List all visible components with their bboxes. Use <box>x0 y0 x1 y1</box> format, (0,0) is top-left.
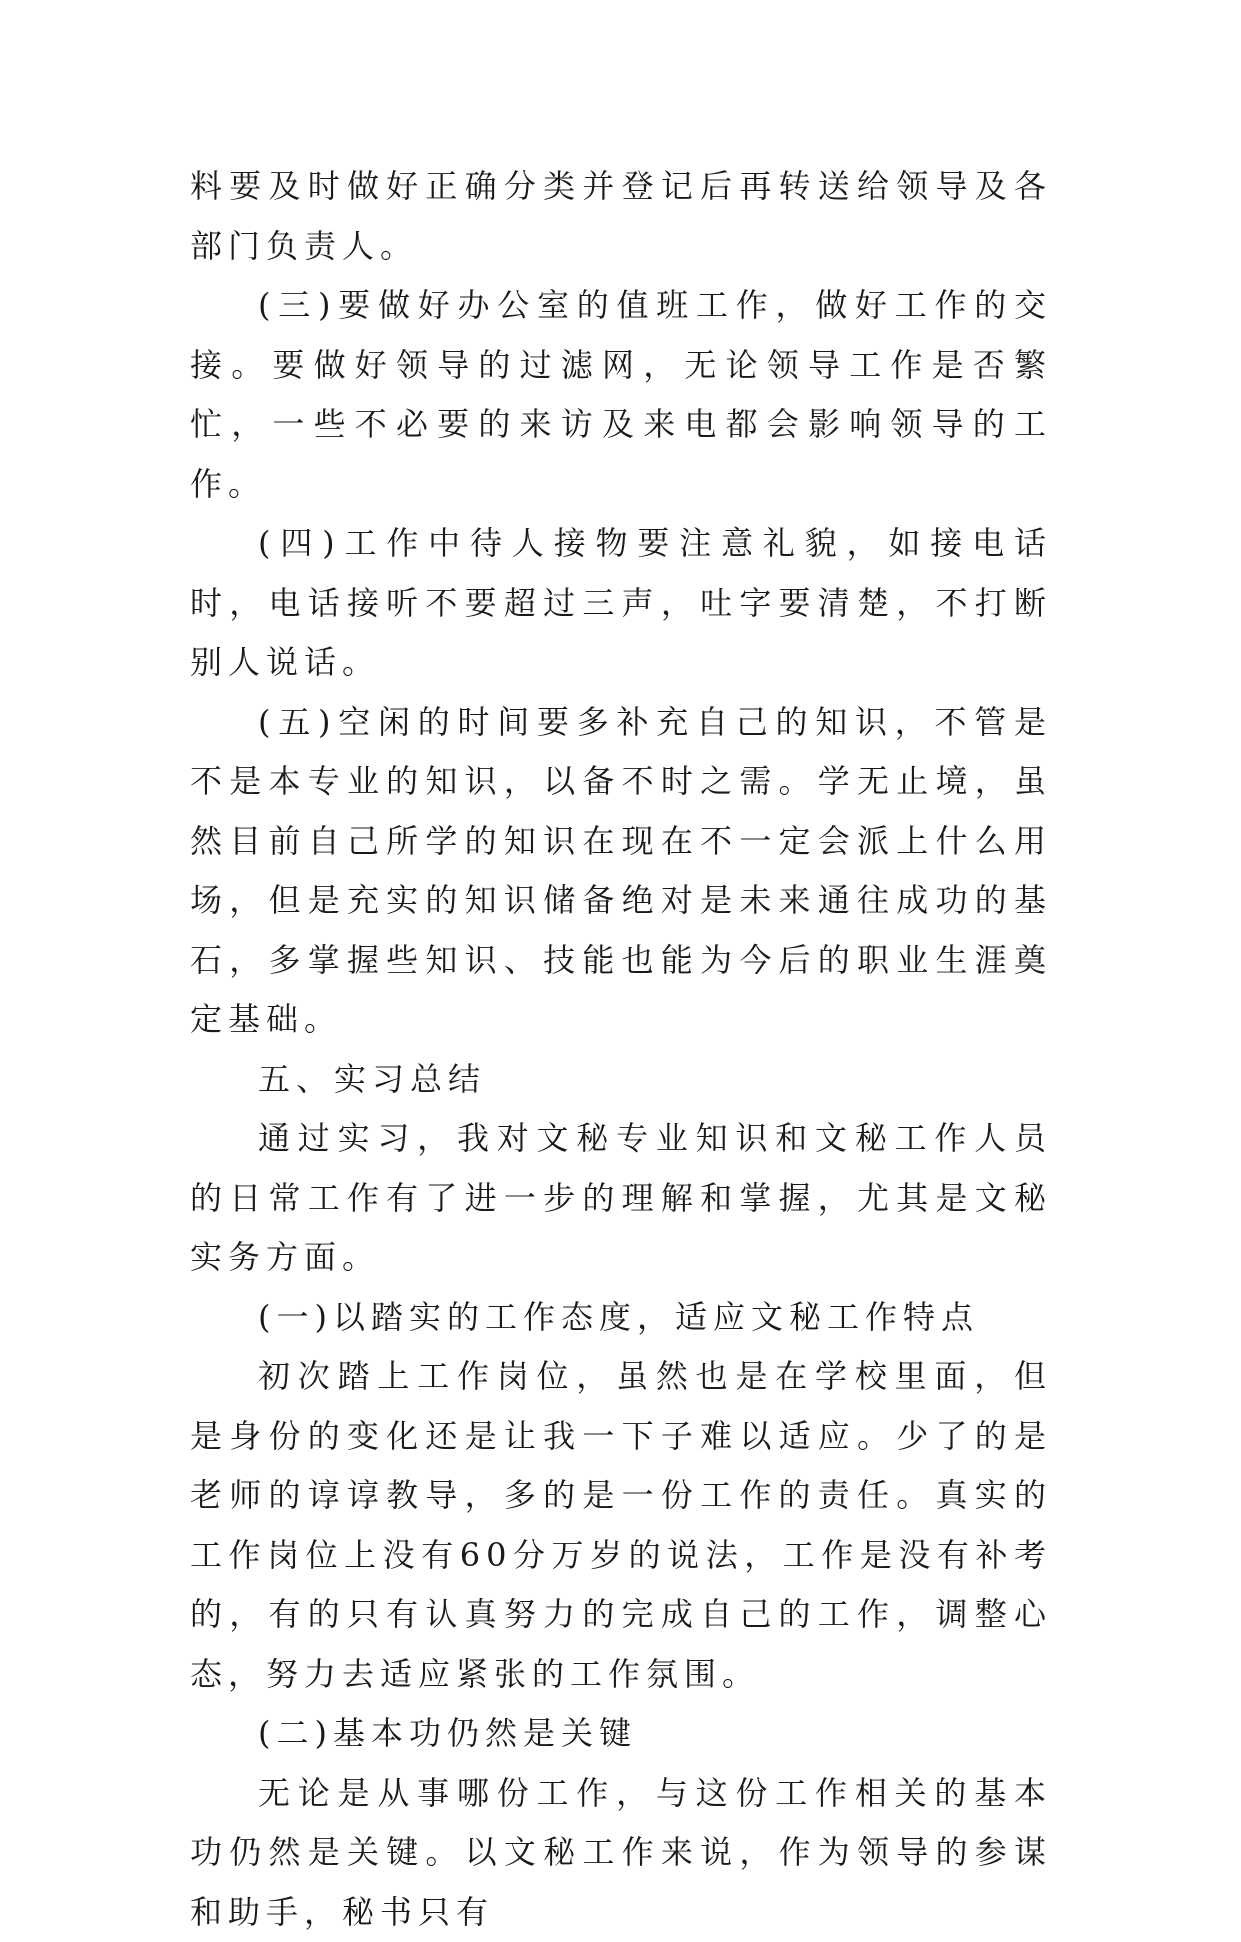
subheading-1: (一)以踏实的工作态度，适应文秘工作特点 <box>190 1288 1052 1348</box>
paragraph-summary-1: 初次踏上工作岗位，虽然也是在学校里面，但是身份的变化还是让我一下子难以适应。少了的是老师的谆谆教导，多的是一份工作的责任。真实的工作岗位上没有60分万岁的说法，工作是没有补考的，有的只有认真努力的完成自己的工作，调整心态，努力去适应紧张的工作氛围。 <box>190 1347 1052 1704</box>
paragraph-summary-2: 无论是从事哪份工作，与这份工作相关的基本功仍然是关键。以文秘工作来说，作为领导的参谋和助手，秘书只有 <box>190 1764 1052 1942</box>
paragraph-item-3: (三)要做好办公室的值班工作，做好工作的交接。要做好领导的过滤网，无论领导工作是否繁忙，一些不必要的来访及来电都会影响领导的工作。 <box>190 276 1052 514</box>
section-heading: 五、实习总结 <box>190 1050 1052 1110</box>
paragraph-continuation: 料要及时做好正确分类并登记后再转送给领导及各部门负责人。 <box>190 157 1052 276</box>
paragraph-item-5: (五)空闲的时间要多补充自己的知识，不管是不是本专业的知识，以备不时之需。学无止境，虽然目前自己所学的知识在现在不一定会派上什么用场，但是充实的知识储备绝对是未来通往成功的基石，多掌握些知识、技能也能为今后的职业生涯奠定基础。 <box>190 693 1052 1050</box>
subheading-2: (二)基本功仍然是关键 <box>190 1704 1052 1764</box>
paragraph-summary-intro: 通过实习，我对文秘专业知识和文秘工作人员的日常工作有了进一步的理解和掌握，尤其是文秘实务方面。 <box>190 1109 1052 1288</box>
paragraph-item-4: (四)工作中待人接物要注意礼貌，如接电话时，电话接听不要超过三声，吐字要清楚，不打断别人说话。 <box>190 514 1052 693</box>
document-body <box>190 157 1052 1942</box>
